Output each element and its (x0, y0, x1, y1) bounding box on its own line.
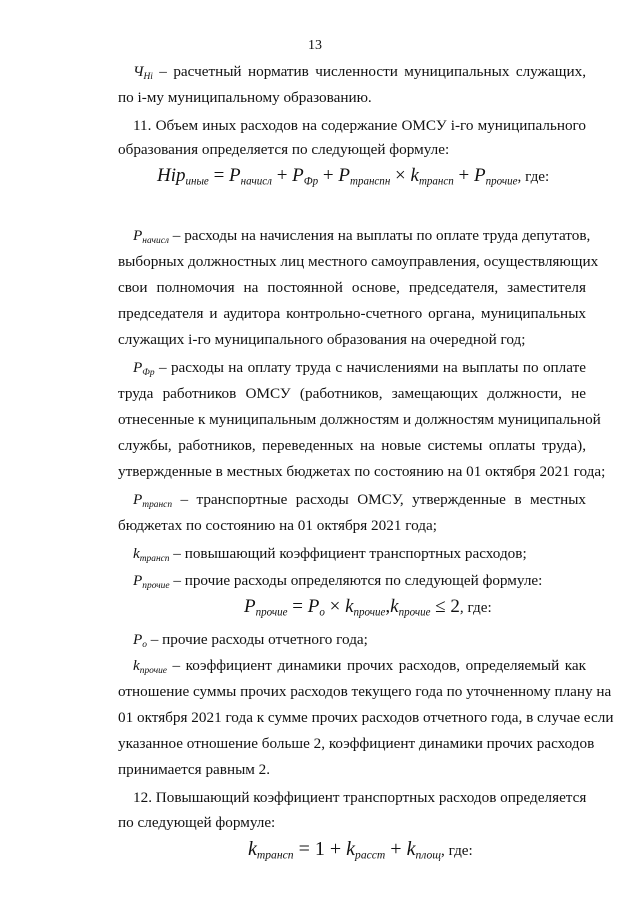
p-o-line: $P_о$ – прочие расходы отчетного года; (133, 631, 368, 651)
item-11-line-1: 11. Объем иных расходов на содержание ОМСУ i-го муниципального (133, 117, 586, 134)
p-nachisl-line-2: выборных должностных лиц местного самоуправления, осуществляющих (118, 253, 599, 270)
k-transp-line: $k_{трансп}$ – повышающий коэффициент транспортных расходов; (133, 545, 527, 565)
symbol-k-prochie: $k_{прочие}$ (133, 657, 167, 677)
k-prochie-line-4: указанное отношение больше 2, коэффициент динамики прочих расходов (118, 735, 595, 752)
symbol-p-fr: $P_{Фр}$ (133, 359, 155, 379)
p-fr-line-5: утвержденные в местных бюджетах по состоянию на 01 октября 2021 года; (118, 463, 606, 480)
p-nachisl-line-3: свои полномочия на постоянной основе, председателя, заместителя (118, 279, 586, 296)
symbol-p-prochie: $P_{прочие}$ (133, 572, 170, 592)
symbol-k-transp: $k_{трансп}$ (133, 545, 170, 565)
p-transp-line-2: бюджетах по состоянию на 01 октября 2021 года; (118, 517, 437, 534)
formula-transport-coefficient: $k_{трансп} = 1 + k_{расст} + k_{площ}$, где: (248, 838, 473, 862)
p-fr-line-1: $P_{Фр}$ – расходы на оплату труда с начислениями на выплаты по оплате (133, 359, 586, 379)
p-fr-line-2: труда работников ОМСУ (работников, замещающих должности, не (118, 385, 586, 402)
paragraph-chn-line-1: $Ч_{Hi}$ – расчетный норматив численности муниципальных служащих, (133, 63, 586, 83)
p-fr-line-4: службы, работников, переведенных на новые системы оплаты труда), (118, 437, 586, 454)
symbol-p-nachisl: $P_{начисл}$ (133, 227, 169, 247)
symbol-p-o: $P_о$ (133, 631, 147, 651)
k-prochie-line-3: 01 октября 2021 года к сумме прочих расходов отчетного года, в случае если (118, 709, 614, 726)
p-nachisl-line-1: $P_{начисл}$ – расходы на начисления на выплаты по оплате труда депутатов, (133, 227, 591, 247)
p-fr-line-3: отнесенные к муниципальным должностям и должностям муниципальной (118, 411, 601, 428)
p-nachisl-line-5: служащих i-го муниципального образования на очередной год; (118, 331, 526, 348)
k-prochie-line-2: отношение суммы прочих расходов текущего года по уточненному плану на (118, 683, 612, 700)
formula-other-costs: $P_{прочие} = P_о \times k_{прочие},k_{прочие} \le 2$, где: (244, 596, 492, 619)
symbol-chn: $Ч_{Hi}$ (133, 63, 153, 83)
k-prochie-line-5: принимается равным 2. (118, 761, 271, 778)
item-12-line-2: по следующей формуле: (118, 814, 276, 831)
formula-other-expenses: $Нір_{иные} = P_{начисл} + P_{Фр} + P_{транспн} \times k_{трансп} + P_{прочие}$, где: (157, 165, 550, 188)
symbol-p-transp: $P_{трансп}$ (133, 491, 173, 511)
page-number: 13 (308, 38, 322, 53)
p-prochie-line: $P_{прочие}$ – прочие расходы определяются по следующей формуле: (133, 572, 543, 592)
p-transp-line-1: $P_{трансп}$ – транспортные расходы ОМСУ, утвержденные в местных (133, 491, 586, 511)
k-prochie-line-1: $k_{прочие}$ – коэффициент динамики прочих расходов, определяемый как (133, 657, 586, 677)
item-11-line-2: образования определяется по следующей формуле: (118, 141, 450, 158)
p-nachisl-line-4: председателя и аудитора контрольно-счетного органа, муниципальных (118, 305, 586, 322)
item-12-line-1: 12. Повышающий коэффициент транспортных расходов определяется (133, 789, 587, 806)
paragraph-chn-line-2: по i-му муниципальному образованию. (118, 89, 372, 106)
